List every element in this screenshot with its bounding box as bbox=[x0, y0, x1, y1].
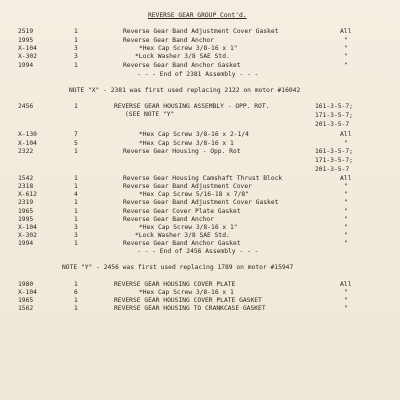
quantity: 1 bbox=[74, 62, 78, 69]
part-number: X-104 bbox=[18, 224, 37, 231]
part-description: Reverse Gear Band Anchor bbox=[123, 216, 214, 223]
quantity: 4 bbox=[74, 191, 78, 198]
part-description: *Hex Cap Screw 3/8-16 x 2-1/4 bbox=[139, 131, 249, 138]
quantity: 7 bbox=[74, 131, 78, 138]
applicability: " bbox=[344, 224, 348, 231]
quantity: 1 bbox=[74, 175, 78, 182]
part-description: Reverse Gear Cover Plate Gasket bbox=[123, 208, 241, 215]
quantity: 1 bbox=[74, 281, 78, 288]
part-number: X-302 bbox=[18, 53, 37, 60]
quantity: 1 bbox=[74, 103, 78, 110]
part-description: *Lock Washer 3/8 SAE Std. bbox=[135, 53, 230, 60]
applicability: " bbox=[344, 216, 348, 223]
applicability: " bbox=[344, 62, 348, 69]
applicability: " bbox=[344, 232, 348, 239]
quantity: 1 bbox=[74, 183, 78, 190]
quantity: 3 bbox=[74, 45, 78, 52]
quantity: 3 bbox=[74, 232, 78, 239]
part-description: *Hex Cap Screw 3/8-16 x 1" bbox=[139, 224, 238, 231]
part-description-note: (SEE NOTE "Y" bbox=[125, 111, 175, 118]
assembly-end-marker: - - - End of 2381 Assembly - - - bbox=[137, 71, 259, 78]
applicability: " bbox=[344, 289, 348, 296]
part-number: 1965 bbox=[18, 297, 34, 304]
part-description: Reverse Gear Housing Camshaft Thrust Block bbox=[123, 175, 283, 182]
part-description: Reverse Gear Housing - Opp. Rot bbox=[123, 148, 241, 155]
part-description: Reverse Gear Band Adjustment Cover Gasket bbox=[123, 199, 279, 206]
quantity: 6 bbox=[74, 289, 78, 296]
note-y: NOTE "Y" - 2456 was first used replacing 1789 on motor #15947 bbox=[62, 264, 294, 271]
applicability: All bbox=[340, 28, 352, 35]
part-number: X-104 bbox=[18, 45, 37, 52]
applicability: 171-3-5-7; bbox=[315, 112, 353, 119]
quantity: 1 bbox=[74, 240, 78, 247]
applicability: " bbox=[344, 191, 348, 198]
quantity: 1 bbox=[74, 199, 78, 206]
applicability: " bbox=[344, 240, 348, 247]
part-number: X-130 bbox=[18, 131, 37, 138]
quantity: 1 bbox=[74, 216, 78, 223]
part-description: *Hex Cap Screw 5/16-18 x 7/8" bbox=[139, 191, 249, 198]
quantity: 1 bbox=[74, 28, 78, 35]
quantity: 1 bbox=[74, 208, 78, 215]
quantity: 1 bbox=[74, 37, 78, 44]
applicability: " bbox=[344, 305, 348, 312]
part-number: 2319 bbox=[18, 199, 34, 206]
quantity: 3 bbox=[74, 224, 78, 231]
applicability: 201-3-5-7 bbox=[315, 121, 350, 128]
page-title: REVERSE GEAR GROUP Cont'd. bbox=[148, 12, 247, 19]
note-x: NOTE "X" - 2381 was first used replacing 2122 on motor #16042 bbox=[69, 87, 301, 94]
part-number: X-104 bbox=[18, 140, 37, 147]
part-description: *Hex Cap Screw 3/8-16 x 1 bbox=[139, 140, 234, 147]
part-description: REVERSE GEAR HOUSING COVER PLATE bbox=[114, 281, 236, 288]
applicability: " bbox=[344, 53, 348, 60]
part-description: Reverse Gear Band Anchor Gasket bbox=[123, 240, 241, 247]
part-number: 1965 bbox=[18, 208, 34, 215]
quantity: 1 bbox=[74, 305, 78, 312]
part-description: Reverse Gear Band Anchor bbox=[123, 37, 214, 44]
part-description: Reverse Gear Band Anchor Gasket bbox=[123, 62, 241, 69]
part-number: 2456 bbox=[18, 103, 34, 110]
part-number: 1562 bbox=[18, 305, 34, 312]
part-number: 1994 bbox=[18, 62, 34, 69]
part-description: REVERSE GEAR HOUSING TO CRANKCASE GASKET bbox=[114, 305, 266, 312]
applicability: All bbox=[340, 281, 352, 288]
applicability: 201-3-5-7 bbox=[315, 166, 350, 173]
quantity: 1 bbox=[74, 297, 78, 304]
part-description: Reverse Gear Band Adjustment Cover Gasket bbox=[123, 28, 279, 35]
part-description: *Hex Cap Screw 3/8-16 x 1 bbox=[139, 289, 234, 296]
part-description: *Lock Washer 3/8 SAE Std. bbox=[135, 232, 230, 239]
quantity: 1 bbox=[74, 148, 78, 155]
part-number: 2318 bbox=[18, 183, 34, 190]
part-description: *Hex Cap Screw 3/8-16 x 1" bbox=[139, 45, 238, 52]
part-number: 2519 bbox=[18, 28, 34, 35]
part-number: X-104 bbox=[18, 289, 37, 296]
part-number: 1542 bbox=[18, 175, 34, 182]
applicability: " bbox=[344, 297, 348, 304]
part-number: X-302 bbox=[18, 232, 37, 239]
part-description: REVERSE GEAR HOUSING COVER PLATE GASKET bbox=[114, 297, 262, 304]
applicability: 161-3-5-7; bbox=[315, 103, 353, 110]
part-number: 1980 bbox=[18, 281, 34, 288]
quantity: 5 bbox=[74, 140, 78, 147]
part-number: 2322 bbox=[18, 148, 34, 155]
applicability: 161-3-5-7; bbox=[315, 148, 353, 155]
applicability: " bbox=[344, 208, 348, 215]
part-number: X-612 bbox=[18, 191, 37, 198]
applicability: " bbox=[344, 199, 348, 206]
quantity: 3 bbox=[74, 53, 78, 60]
part-number: 1995 bbox=[18, 216, 34, 223]
part-description: REVERSE GEAR HOUSING ASSEMBLY - OPP. ROT. bbox=[114, 103, 270, 110]
part-number: 1994 bbox=[18, 240, 34, 247]
applicability: All bbox=[340, 175, 352, 182]
applicability: " bbox=[344, 183, 348, 190]
applicability: All bbox=[340, 131, 352, 138]
applicability: " bbox=[344, 140, 348, 147]
part-description: Reverse Gear Band Adjustment Cover bbox=[123, 183, 252, 190]
applicability: 171-3-5-7; bbox=[315, 157, 353, 164]
applicability: " bbox=[344, 37, 348, 44]
assembly-end-marker: - - - End of 2456 Assembly - - - bbox=[137, 248, 259, 255]
applicability: " bbox=[344, 45, 348, 52]
part-number: 1995 bbox=[18, 37, 34, 44]
